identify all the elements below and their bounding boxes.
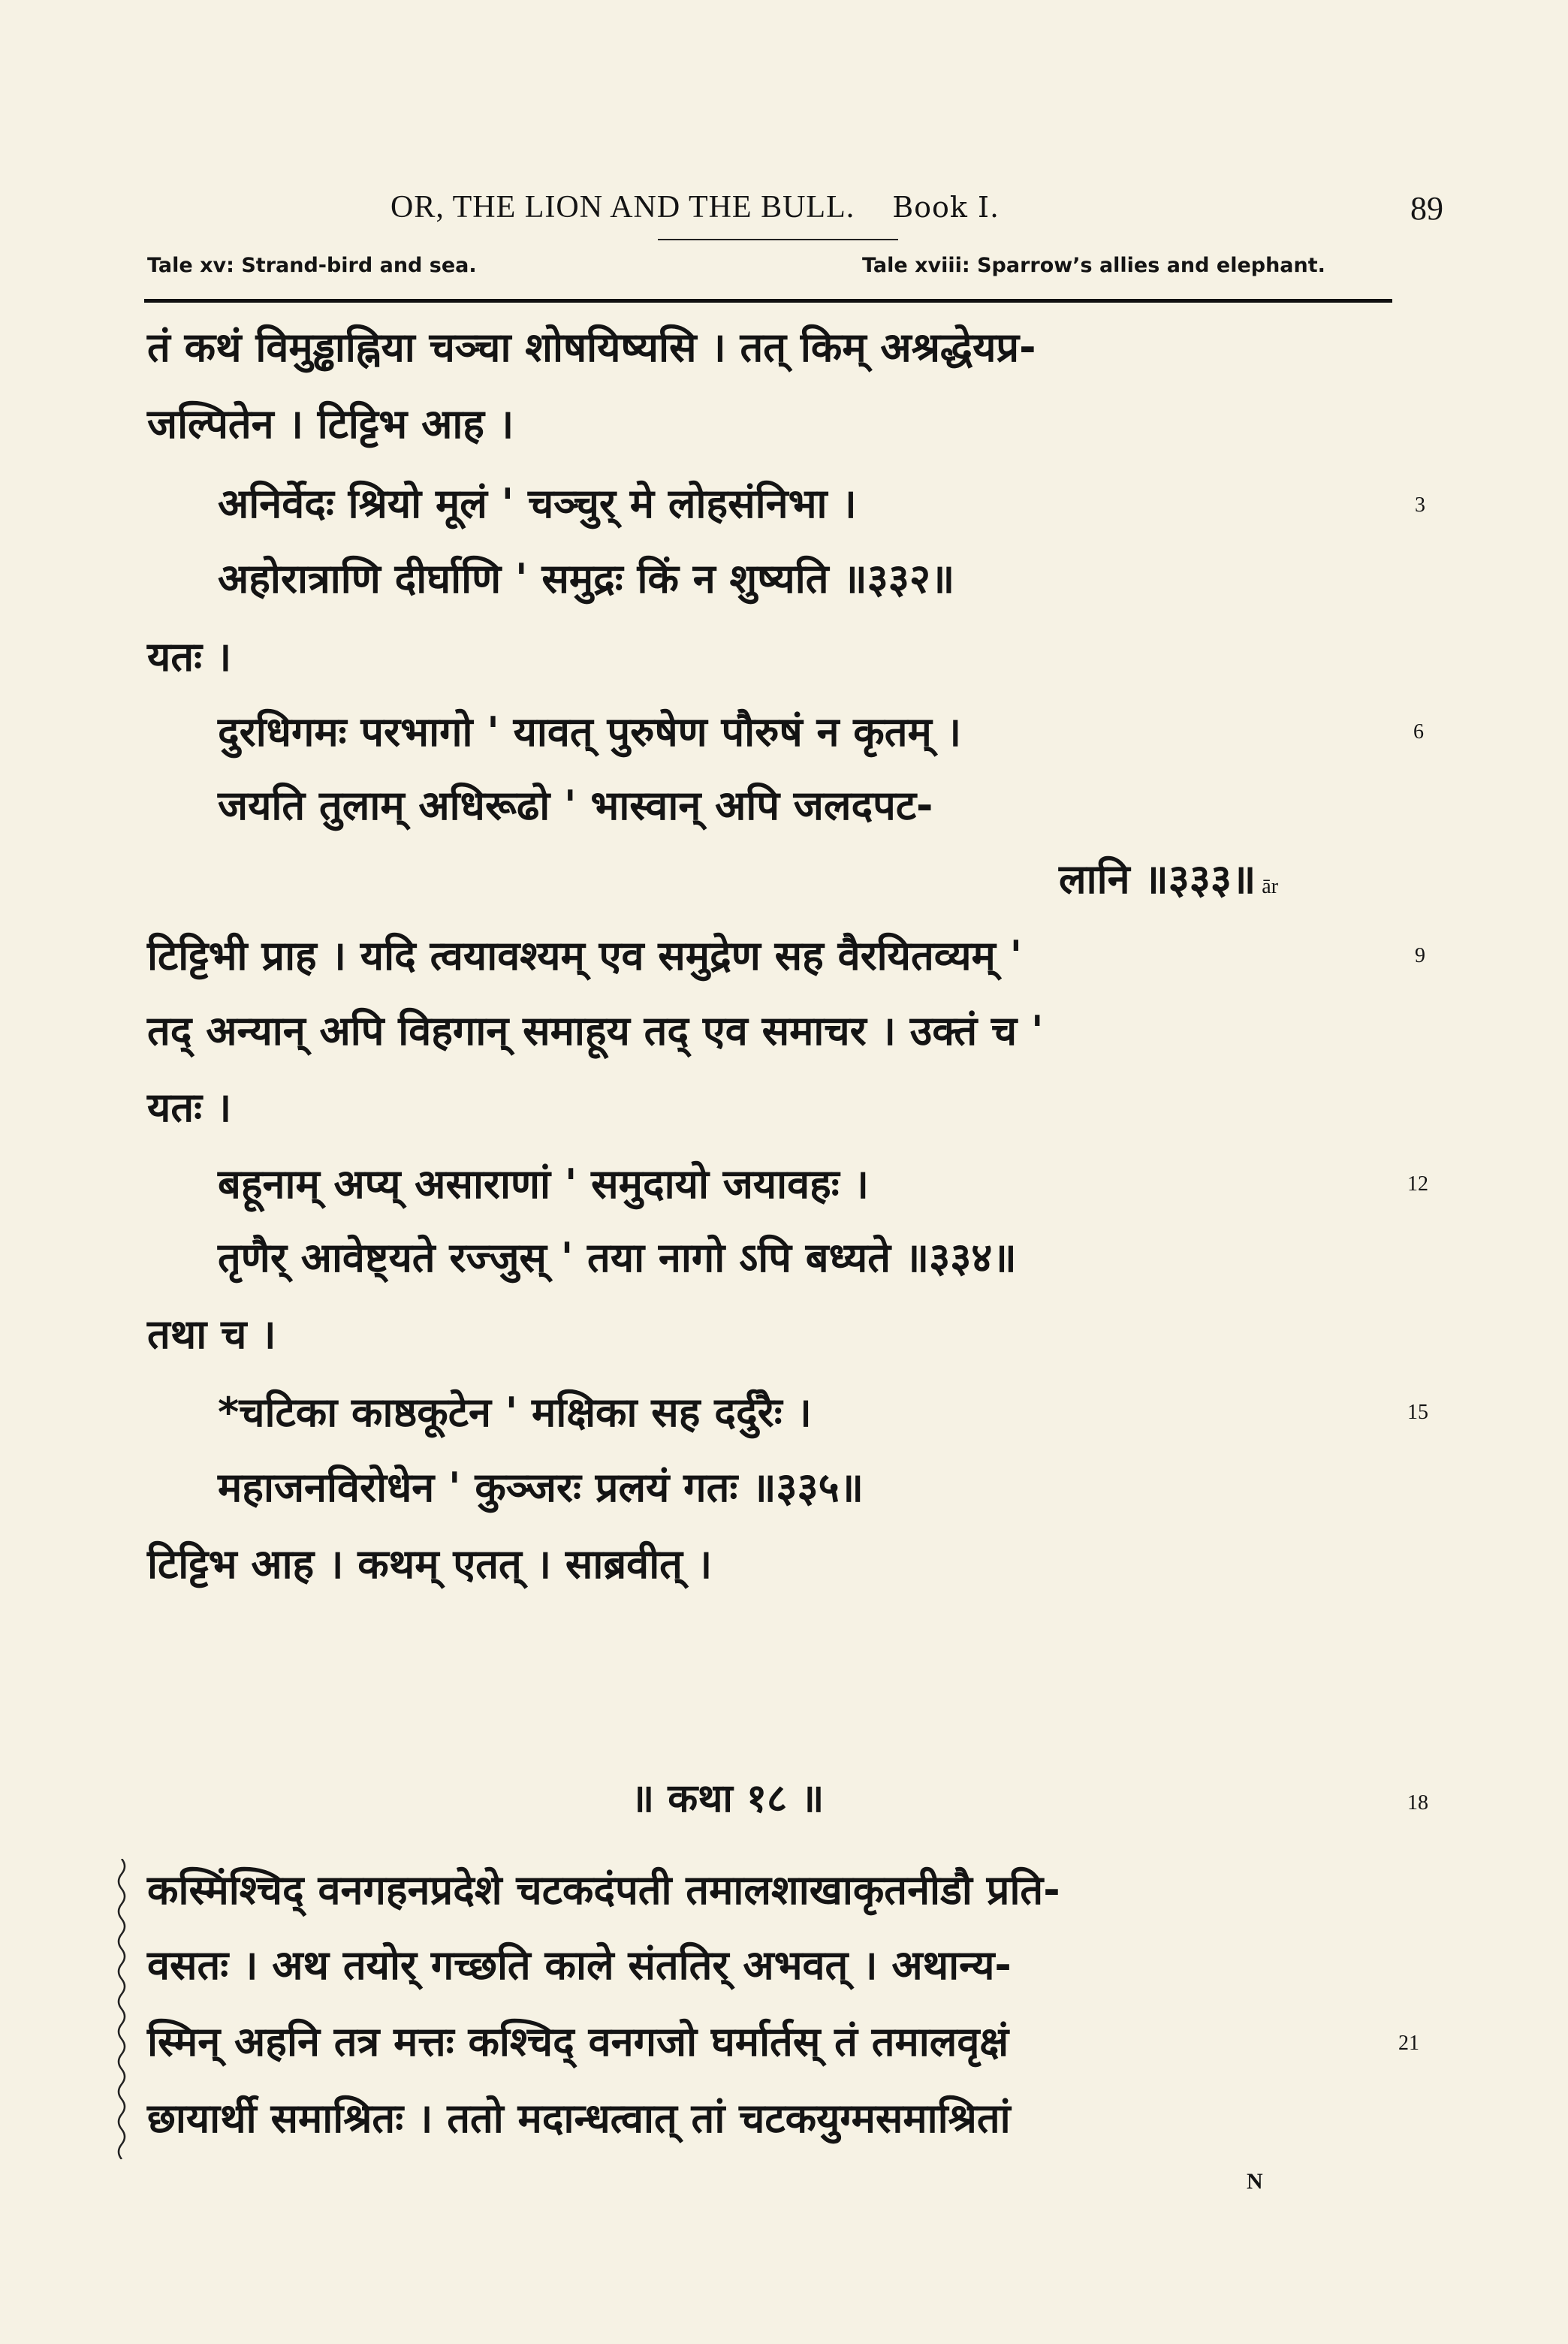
text-line-5: यतः । [147,633,232,680]
marginal-note: ār [1262,875,1279,898]
title-underline [658,239,898,240]
line-number: 3 [1415,493,1425,517]
verse-line-16: महाजनविरोधेन ' कुञ्जरः प्रलयं गतः ॥३३५॥ [218,1464,864,1511]
verse-line-12: बहूनाम् अप्य् असाराणां ' समुदायो जयावहः । [218,1160,869,1208]
tale-right-caption: Tale xviii: Sparrow’s allies and elephant. [862,254,1325,277]
header-rule [144,299,1392,303]
verse-line-7: जयति तुलाम् अधिरूढो ' भास्वान् अपि जलदपट- [218,782,933,829]
verse-line-8-text: लानि ॥३३३॥ [1059,855,1256,903]
text-line-9: टिट्टिभी प्राह । यदि त्वयावश्यम् एव समुद्रेण सह वैरयितव्यम् ' [147,932,1023,979]
signature-mark: N [1247,2169,1263,2194]
verse-line-8 [1059,853,1278,906]
verse-line-15: *चटिका काष्ठकूटेन ' मक्षिका सह दर्दुरैः । [218,1389,812,1436]
page-number: 89 [1410,190,1443,227]
running-title: OR, THE LION AND THE BULL. [390,190,855,225]
text-line-20: वसतः । अथ तयोर् गच्छति काले संततिर् अभवत् । अथान्य- [147,1941,1012,1989]
line-number: 12 [1407,1172,1428,1196]
verse-line-13: तृणैर् आवेष्ट्यते रज्जुस् ' तया नागो ऽपि बध्यते ॥३३४॥ [218,1234,1017,1281]
text-line-22: छायार्थी समाश्रितः । ततो मदान्धत्वात् तां चटकयुग्मसमाश्रितां [147,2095,1011,2142]
line-number: 15 [1407,1401,1428,1424]
verse-line-6: दुरधिगमः परभागो ' यावत् पुरुषेण पौरुषं न कृतम् । [218,708,962,756]
verse-line-4: अहोरात्राणि दीर्घाणि ' समुद्रः किं न शुष्यति ॥३३२॥ [218,555,955,602]
line-number: 9 [1415,944,1425,967]
line-number: 21 [1398,2032,1419,2055]
book-label: Book I. [892,191,1000,224]
line-number: 18 [1407,1791,1428,1815]
text-line-19: कस्मिंश्चिद् वनगहनप्रदेशे चटकदंपती तमालशाखाकृतनीडौ प्रति- [147,1866,1060,1914]
text-line-21: स्मिन् अहनि तत्र मत्तः कश्चिद् वनगजो घर्मार्तस् तं तमालवृक्षं [147,2018,1009,2065]
story-title: ॥ कथा १८ ॥ [631,1776,825,1821]
text-line-17: टिट्टिभ आह । कथम् एतत् । साब्रवीत् । [147,1540,713,1588]
text-line-14: तथा च । [147,1311,276,1358]
tale-left-caption: Tale xv: Strand-bird and sea. [147,254,477,277]
line-number: 6 [1413,720,1424,744]
wavy-margin-bracket [113,1859,131,2159]
text-line-1: तं कथं विमुड्ढाह्निया चञ्चा शोषयिष्यसि । तत् किम् अश्रद्धेयप्र- [147,324,1036,371]
text-line-10: तद् अन्यान् अपि विहगान् समाहूय तद् एव समाचर । उक्तं च ' [147,1007,1044,1054]
verse-line-3: अनिर्वेदः श्रियो मूलं ' चञ्चुर् मे लोहसंनिभा । [218,480,857,527]
running-head [390,189,1217,225]
text-line-2: जल्पितेन । टिट्टिभ आह । [147,400,514,448]
text-line-11: यतः । [147,1084,232,1131]
